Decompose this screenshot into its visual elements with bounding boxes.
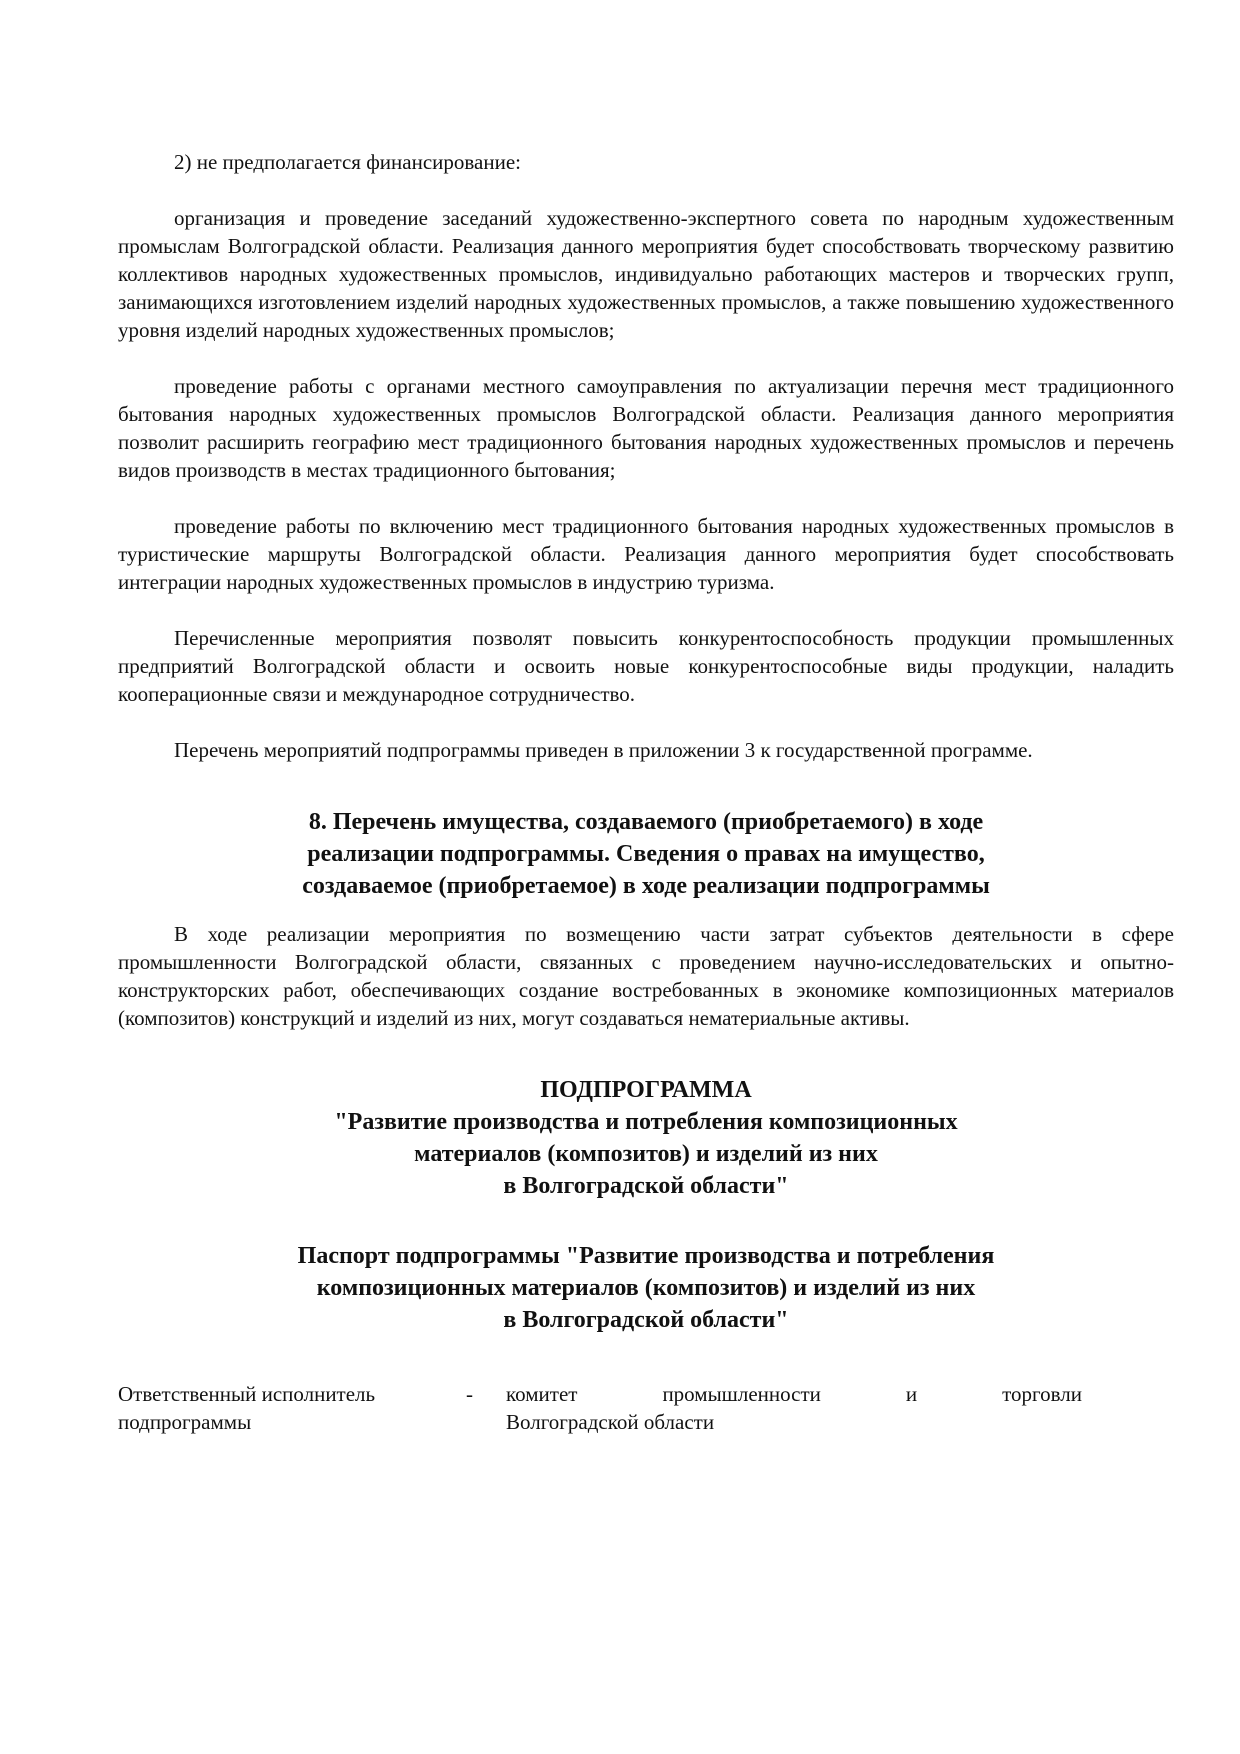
value-word: и — [905, 1382, 918, 1406]
heading-line: ПОДПРОГРАММА — [540, 1077, 752, 1103]
label-line: подпрограммы — [118, 1410, 252, 1434]
heading-line: реализации подпрограммы. Сведения о правах на имущество, — [307, 841, 985, 867]
heading-line: создаваемое (приобретаемое) в ходе реализации подпрограммы — [302, 873, 990, 899]
value-line: Волгоградской области — [506, 1410, 715, 1434]
document-page — [118, 148, 1174, 1436]
paragraph-tourism: проведение работы по включению мест традиционного бытования народных художественных промыслов в туристические маршруты Волгоградской области. Реализация данного мероприятия будет способствовать интеграции народных художественных промыслов в индустрию туризма. — [118, 514, 1174, 594]
heading-line: в Волгоградской области" — [503, 1307, 789, 1333]
value-word: комитет — [506, 1382, 578, 1406]
heading-line: "Развитие производства и потребления композиционных — [334, 1109, 958, 1135]
heading-line: в Волгоградской области" — [503, 1173, 789, 1199]
passport-row-responsible — [118, 1380, 1174, 1436]
heading-line: 8. Перечень имущества, создаваемого (приобретаемого) в ходе — [308, 809, 984, 835]
heading-line: композиционных материалов (композитов) и изделий из них — [316, 1275, 976, 1301]
heading-line: материалов (композитов) и изделий из них — [414, 1141, 878, 1167]
section-8-text: В ходе реализации мероприятия по возмещению части затрат субъектов деятельности в сфере промышленности Волгоградской области, связанных с проведением научно-исследовательских и опытно-конструкторских работ, обеспечивающих создание востребованных в экономике композиционных материалов (композитов) конструкций и изделий из них, могут создаваться нематериальные активы. — [118, 922, 1174, 1030]
passport-row-value — [506, 1380, 1082, 1436]
value-word: торговли — [1002, 1382, 1082, 1406]
subprogram-heading — [118, 1074, 1174, 1202]
paragraph-artistic-council: организация и проведение заседаний художественно-экспертного совета по народным художественным промыслам Волгоградской области. Реализация данного мероприятия будет способствовать творческому развитию коллективов народных художественных промыслов, индивидуально работающих мастеров и творческих групп, занимающихся изготовлением изделий народных художественных промыслов, а также повышению художественного уровня изделий народных художественных промыслов; — [118, 206, 1174, 342]
paragraph-competitiveness: Перечисленные мероприятия позволят повысить конкурентоспособность продукции промышленных предприятий Волгоградской области и освоить новые конкурентоспособные виды продукции, наладить кооперационные связи и международное сотрудничество. — [118, 626, 1174, 706]
passport-heading — [118, 1240, 1174, 1336]
paragraph-local-government: проведение работы с органами местного самоуправления по актуализации перечня мест традиционного бытования народных художественных промыслов Волгоградской области. Реализация данного мероприятия позволит расширить географию мест традиционного бытования народных художественных промыслов и перечень видов производств в местах традиционного бытования; — [118, 374, 1174, 482]
value-line — [506, 1380, 1082, 1408]
paragraph-appendix-reference: Перечень мероприятий подпрограммы приведен в приложении 3 к государственной программе. — [174, 738, 1033, 762]
value-word: промышленности — [662, 1382, 821, 1406]
intro-line: 2) не предполагается финансирование: — [174, 150, 521, 174]
passport-row-dash: - — [466, 1382, 473, 1406]
heading-line: Паспорт подпрограммы "Развитие производства и потребления — [297, 1243, 995, 1269]
passport-row-label — [118, 1380, 458, 1436]
section-8-heading — [118, 806, 1174, 902]
label-line: Ответственный исполнитель — [118, 1382, 376, 1406]
